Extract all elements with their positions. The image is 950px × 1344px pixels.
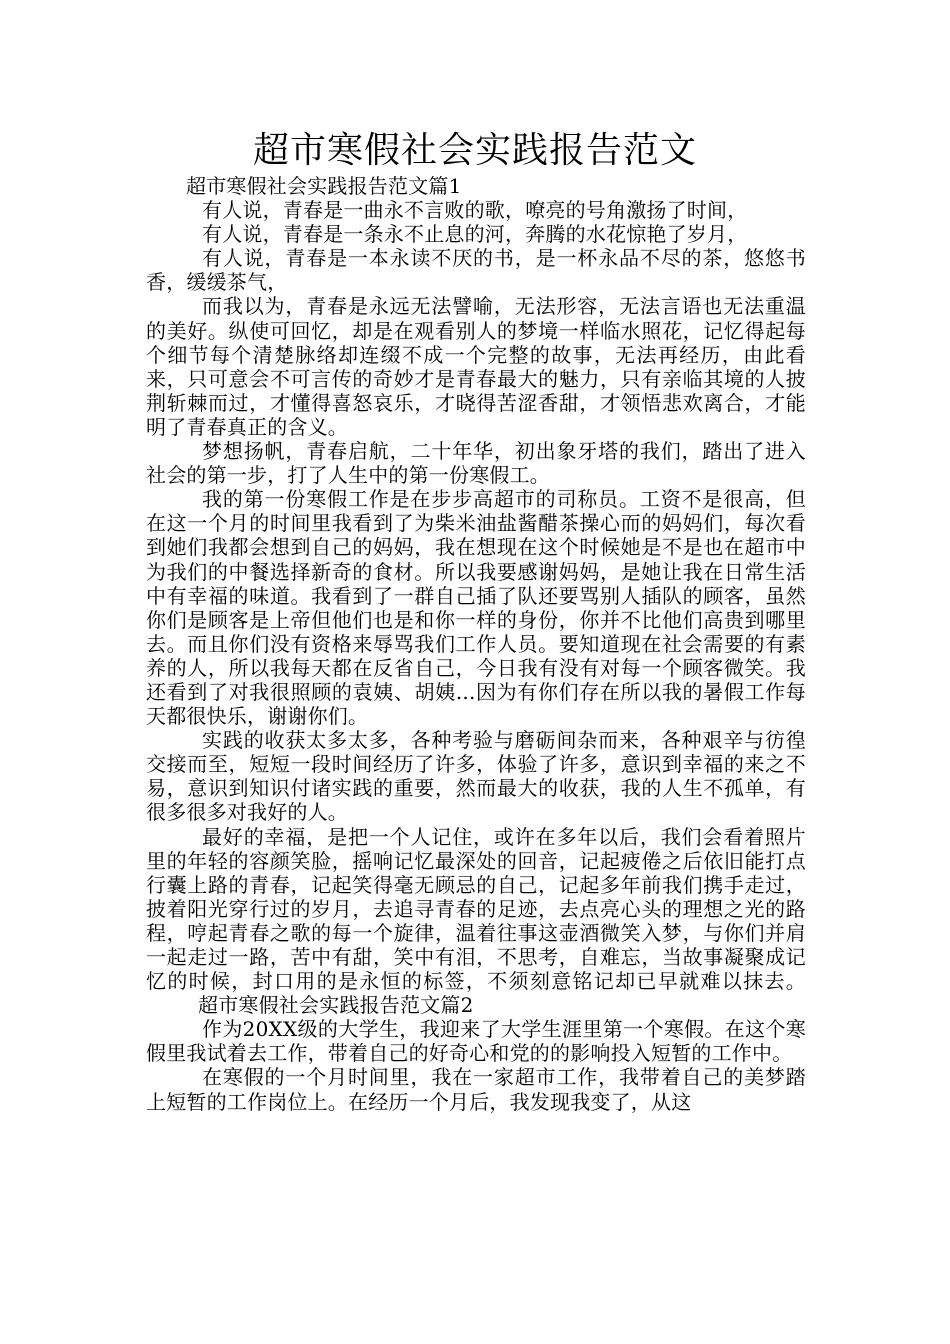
section-heading-1: 超市寒假社会实践报告范文篇1	[186, 174, 462, 198]
paragraph: 作为20XX级的大学生，我迎来了大学生涯里第一个寒假。在这个寒假里我试着去工作，带着自己的好奇心和党的的影响投入短暂的工作中。	[146, 1017, 806, 1066]
paragraph: 在寒假的一个月时间里，我在一家超市工作，我带着自己的美梦踏上短暂的工作岗位上。在经历一个月后，我发现我变了，从这	[146, 1065, 806, 1114]
paragraph-text: 最好的幸福，是把一个人记住，或许在多年以后，我们会看着照片里的年轻的容颜笑脸，摇响记忆最深处的回音，记起疲倦之后依旧能打点行囊上路的青春，记起笑得毫无顾忌的自己，记起多年前我们携手走过，披着阳光穿行过的岁月，去追寻青春的足迹，去点亮心头的理想之光的路程，哼起青春之歌的每一个旋律，温着往事这壶酒微笑入梦，与你们并肩一起走过一路，苦中有甜，笑中有泪，不思考，自难忘，当故事凝聚成记忆的时候，封口用的是永恒的标签，不须刻意铭记却已早就难以抹去。	[146, 824, 806, 994]
section-heading-2: 超市寒假社会实践报告范文篇2	[198, 993, 474, 1018]
paragraph: 有人说，青春是一条永不止息的河，奔腾的水花惊艳了岁月，	[202, 222, 748, 247]
paragraph: 实践的收获太多太多，各种考验与磨砺间杂而来，各种艰辛与彷徨交接而至，短短一段时间经历了许多，体验了许多，意识到幸福的来之不易，意识到知识付诸实践的重要，然而最大的收获，我的人生不孤单，有很多很多对我好的人。	[146, 728, 806, 825]
page-title: 超市寒假社会实践报告范文	[252, 130, 697, 171]
paragraph-with-heading	[146, 825, 806, 1018]
document-body	[146, 174, 806, 1114]
paragraph: 而我以为，青春是永远无法譬喻，无法形容，无法言语也无法重温的美好。纵使可回忆，却是在观看别人的梦境一样临水照花，记忆得起每个细节每个清楚脉络却连缀不成一个完整的故事，无法再经历，由此看来，只可意会不可言传的奇妙才是青春最大的魅力，只有亲临其境的人披荆斩棘而过，才懂得喜怒哀乐，才晓得苦涩香甜，才领悟悲欢离合，才能明了青春真正的含义。	[146, 294, 806, 439]
paragraph: 梦想扬帆，青春启航，二十年华，初出象牙塔的我们，踏出了进入社会的第一步，打了人生中的第一份寒假工。	[146, 439, 806, 488]
paragraph: 我的第一份寒假工作是在步步高超市的司称员。工资不是很高，但在这一个月的时间里我看到了为柴米油盐酱醋茶操心而的妈妈们，每次看到她们我都会想到自己的妈妈，我在想现在这个时候她是不是也在超市中为我们的中餐选择新奇的食材。所以我要感谢妈妈，是她让我在日常生活中有幸福的味道。我看到了一群自己插了队还要骂别人插队的顾客，虽然你们是顾客是上帝但他们也是和你一样的身份，你并不比他们高贵到哪里去。而且你们没有资格来辱骂我们工作人员。要知道现在社会需要的有素养的人，所以我每天都在反省自己，今日我有没有对每一个顾客微笑。我还看到了对我很照顾的袁姨、胡姨...因为有你们存在所以我的暑假工作每天都很快乐，谢谢你们。	[146, 487, 806, 729]
paragraph: 有人说，青春是一曲永不言败的歌，嘹亮的号角激扬了时间，	[202, 198, 748, 223]
paragraph: 有人说，青春是一本永读不厌的书，是一杯永品不尽的茶，悠悠书香，缓缓茶气，	[146, 246, 806, 295]
